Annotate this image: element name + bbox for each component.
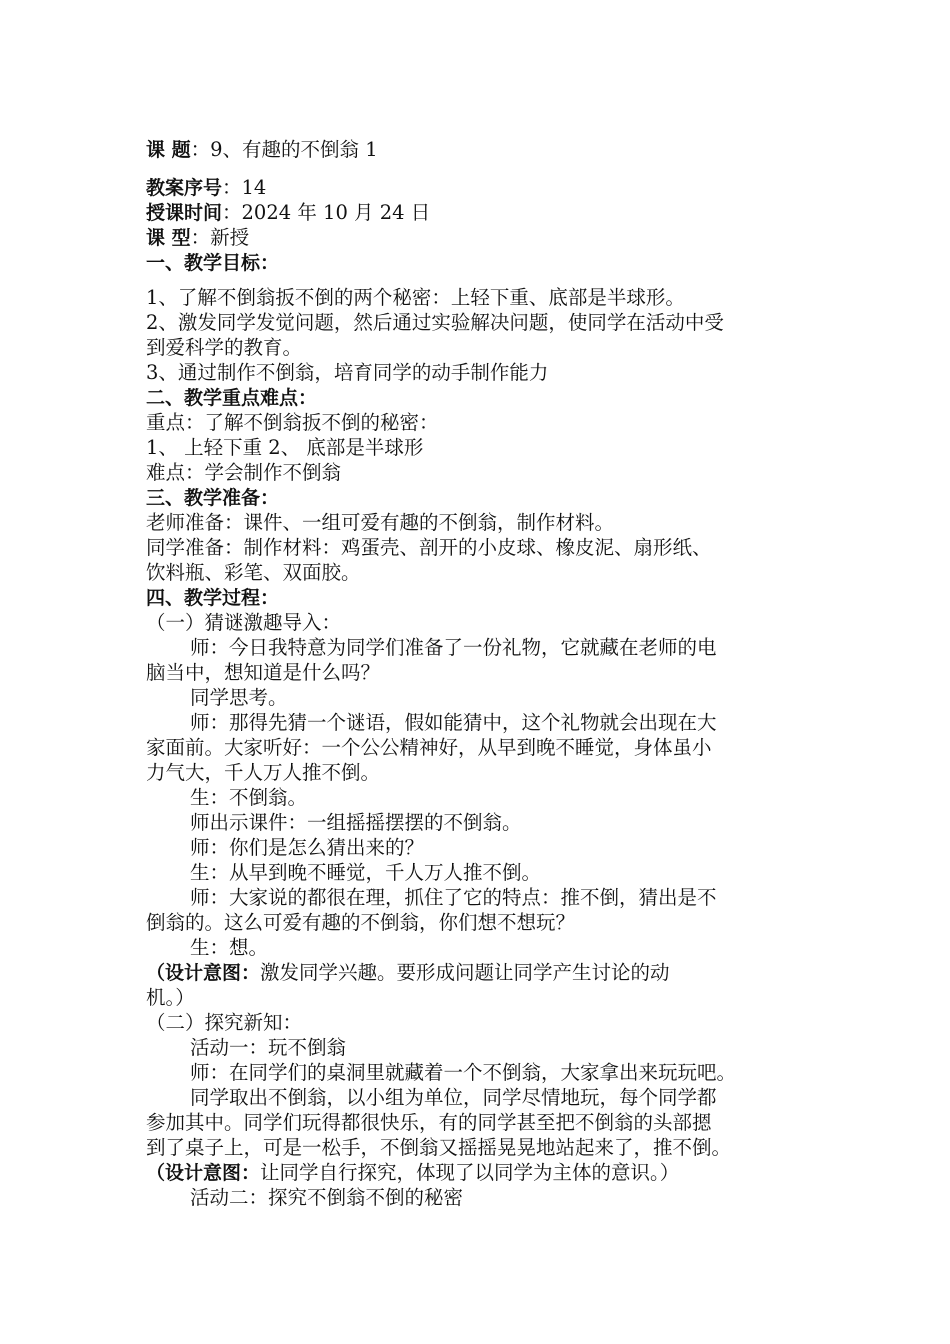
topic-value: ：9、有趣的不倒翁 1 [190,138,378,161]
key-point-line: 1、 上轻下重 2、 底部是半球形 [146,436,424,459]
dialogue-line: 同学思考。 [190,686,288,709]
design-intent-text: 激发同学兴趣。要形成问题让同学产生讨论的动 [260,961,670,984]
dialogue-line: 家面前。大家听好：一个公公精神好，从早到晚不睡觉，身体虽小 [146,736,712,759]
time-line [146,201,430,225]
preparation-line: 老师准备：课件、一组可爱有趣的不倒翁，制作材料。 [146,511,615,534]
preparation-line: 同学准备：制作材料：鸡蛋壳、剖开的小皮球、橡皮泥、扇形纸、 [146,536,712,559]
section-4-heading: 四、教学过程： [146,587,280,609]
objective-line: 到爱科学的教育。 [146,336,303,359]
type-value: ：新授 [190,226,250,249]
dialogue-line: 生：想。 [190,936,269,959]
objective-line: 2、激发同学发觉问题，然后通过实验解决问题，使同学在活动中受 [146,311,724,334]
dialogue-line: 力气大，千人万人推不倒。 [146,761,381,784]
seq-line [146,176,266,200]
type-line [146,226,249,250]
activity-two-title: 活动二：探究不倒翁不倒的秘密 [190,1186,464,1209]
design-intent-1 [146,961,670,985]
activity-line: 活动一：玩不倒翁 [190,1036,347,1059]
dialogue-line: 生：不倒翁。 [190,786,308,809]
design-intent-label: （设计意图： [146,962,261,984]
topic-line [146,138,378,162]
preparation-line: 饮料瓶、彩笔、双面胶。 [146,561,361,584]
dialogue-line: 倒翁的。这么可爱有趣的不倒翁，你们想不想玩？ [146,911,576,934]
part-2-title: （二）探究新知： [146,1011,303,1034]
dialogue-line: 师出示课件：一组摇摇摆摆的不倒翁。 [190,811,522,834]
seq-label: 教案序号 [146,177,223,199]
key-point-line: 重点：了解不倒翁扳不倒的秘密： [146,411,439,434]
dialogue-line: 师：你们是怎么猜出来的？ [190,836,425,859]
type-label: 课 型 [146,227,191,249]
dialogue-line: 脑当中，想知道是什么吗？ [146,661,381,684]
section-3-heading: 三、教学准备： [146,487,280,509]
activity-line: 参加其中。同学们玩得都很快乐，有的同学甚至把不倒翁的头部摁 [146,1111,712,1134]
dialogue-line: 师：今日我特意为同学们准备了一份礼物，它就藏在老师的电 [190,636,717,659]
design-intent-label: （设计意图： [146,1162,261,1184]
dialogue-line: 师：那得先猜一个谜语，假如能猜中，这个礼物就会出现在大 [190,711,717,734]
activity-line: 同学取出不倒翁，以小组为单位，同学尽情地玩，每个同学都 [190,1086,717,1109]
dialogue-line: 生：从早到晚不睡觉，千人万人推不倒。 [190,861,542,884]
design-intent-1-cont: 机。） [146,986,195,1009]
time-value: ：2024 年 10 月 24 日 [222,201,431,224]
section-1-heading: 一、教学目标： [146,252,280,274]
objective-line: 3、通过制作不倒翁，培育同学的动手制作能力 [146,361,549,384]
design-intent-text: 让同学自行探究，体现了以同学为主体的意识。） [260,1161,680,1184]
activity-line: 到了桌子上，可是一松手，不倒翁又摇摇晃晃地站起来了，推不倒。 [146,1136,732,1159]
topic-label: 课 题 [146,139,191,161]
dialogue-line: 师：大家说的都很在理，抓住了它的特点：推不倒，猜出是不 [190,886,717,909]
activity-line: 师：在同学们的桌洞里就藏着一个不倒翁，大家拿出来玩玩吧。 [190,1061,737,1084]
design-intent-2 [146,1161,679,1185]
time-label: 授课时间 [146,202,223,224]
seq-value: ：14 [222,176,267,199]
objective-line: 1、了解不倒翁扳不倒的两个秘密：上轻下重、底部是半球形。 [146,286,685,309]
part-1-title: （一）猜谜激趣导入： [146,611,342,634]
key-point-line: 难点：学会制作不倒翁 [146,461,342,484]
section-2-heading: 二、教学重点难点： [146,387,318,409]
